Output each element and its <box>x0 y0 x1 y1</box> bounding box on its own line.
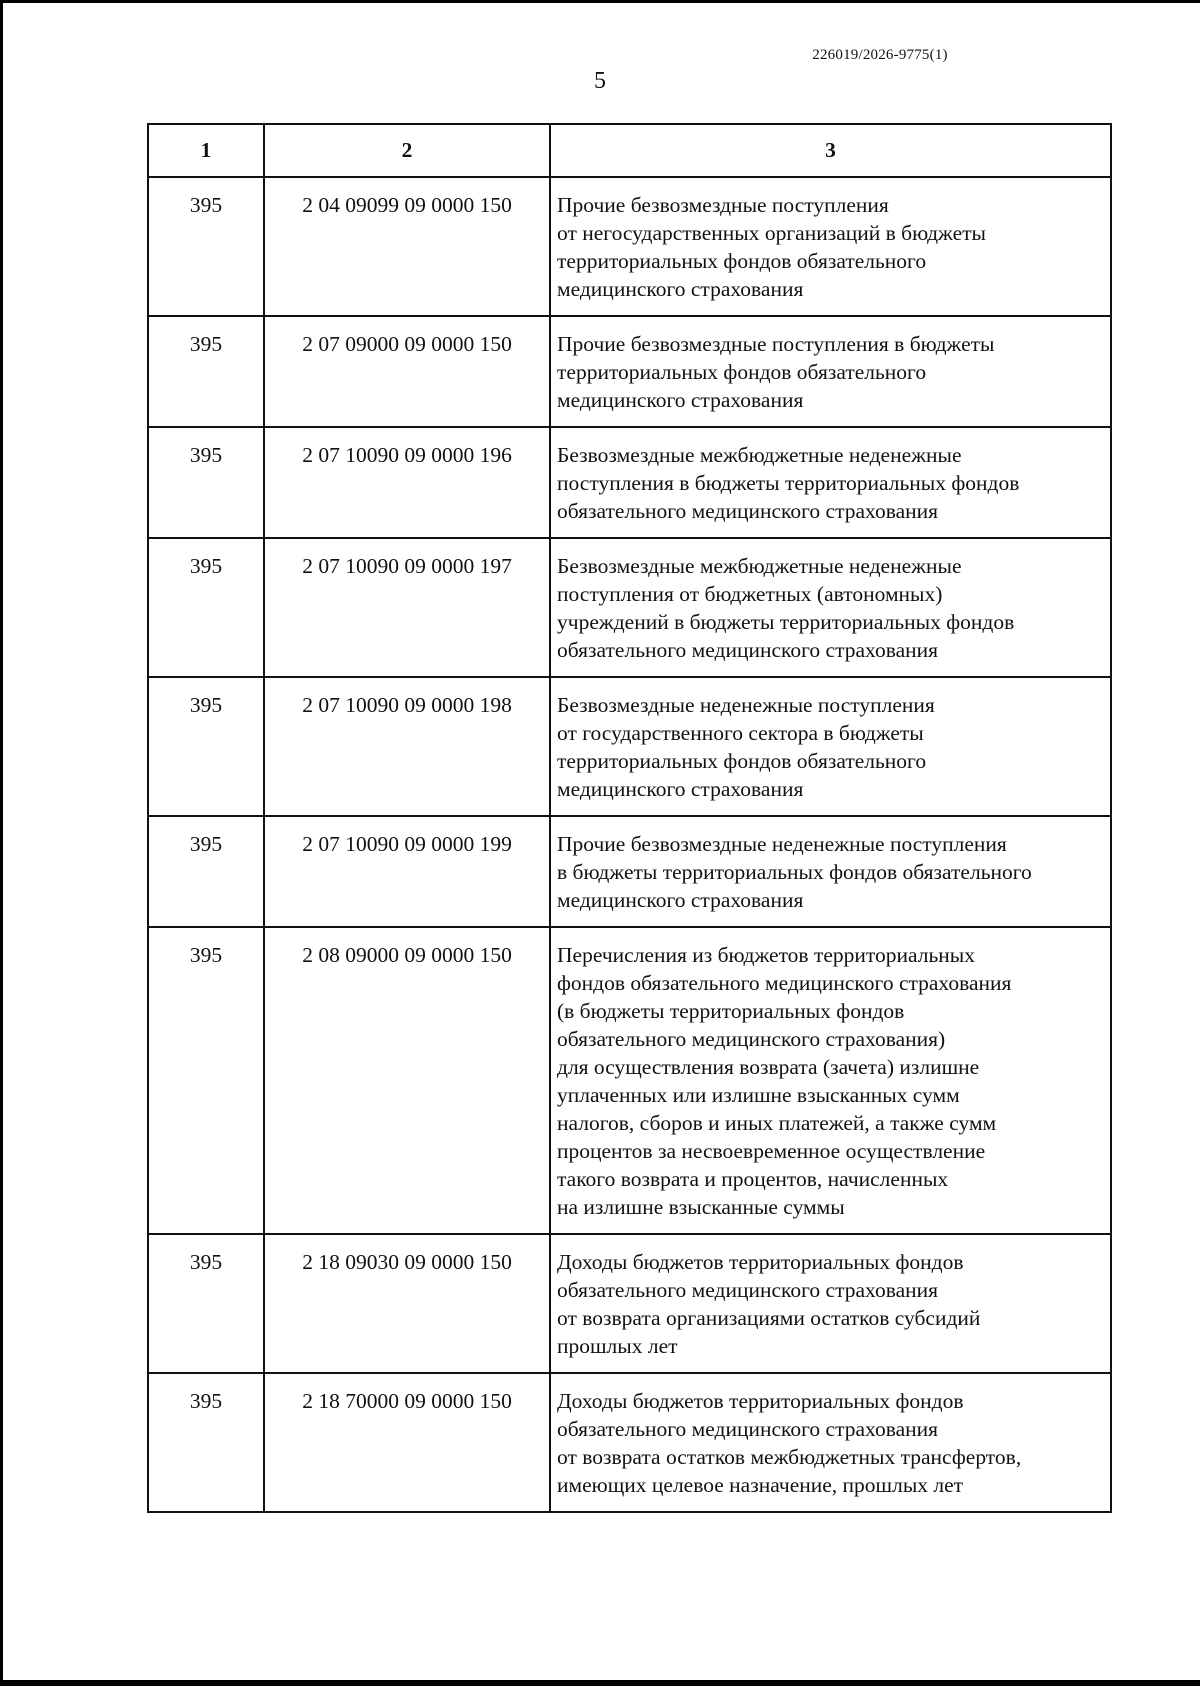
description-cell <box>550 816 1111 927</box>
description-cell <box>550 177 1111 316</box>
table-row <box>148 677 1111 816</box>
admin-code-cell: 395 <box>148 927 264 1234</box>
budget-code-cell: 2 07 10090 09 0000 197 <box>264 538 550 677</box>
description-line: в бюджеты территориальных фондов обязательного <box>557 860 1032 884</box>
description-line: обязательного медицинского страхования <box>557 499 939 523</box>
budget-code-cell: 2 07 09000 09 0000 150 <box>264 316 550 427</box>
column-header-1: 1 <box>148 124 264 177</box>
description-line: медицинского страхования <box>557 277 804 301</box>
description-cell <box>550 677 1111 816</box>
description-line: Доходы бюджетов территориальных фондов <box>557 1250 964 1274</box>
description-line: для осуществления возврата (зачета) излишне <box>557 1055 980 1079</box>
table-row <box>148 538 1111 677</box>
budget-code-cell: 2 07 10090 09 0000 196 <box>264 427 550 538</box>
description-line: от негосударственных организаций в бюджеты <box>557 221 986 245</box>
scan-border-bottom <box>0 1680 1200 1686</box>
description-cell <box>550 316 1111 427</box>
budget-code-cell: 2 18 09030 09 0000 150 <box>264 1234 550 1373</box>
description-line: медицинского страхования <box>557 388 804 412</box>
description-cell <box>550 1234 1111 1373</box>
description-line: процентов за несвоевременное осуществление <box>557 1139 986 1163</box>
column-header-2: 2 <box>264 124 550 177</box>
scan-border-left <box>0 0 3 1686</box>
description-line: территориальных фондов обязательного <box>557 749 927 773</box>
description-line: Прочие безвозмездные поступления <box>557 193 889 217</box>
description-line: Прочие безвозмездные поступления в бюджеты <box>557 332 995 356</box>
description-line: имеющих целевое назначение, прошлых лет <box>557 1473 964 1497</box>
description-line: на излишне взысканные суммы <box>557 1195 845 1219</box>
admin-code-cell: 395 <box>148 816 264 927</box>
description-line: Безвозмездные межбюджетные неденежные <box>557 443 962 467</box>
description-line: обязательного медицинского страхования <box>557 1278 939 1302</box>
description-line: Доходы бюджетов территориальных фондов <box>557 1389 964 1413</box>
description-line: территориальных фондов обязательного <box>557 249 927 273</box>
admin-code-cell: 395 <box>148 677 264 816</box>
description-line: фондов обязательного медицинского страхования <box>557 971 1012 995</box>
table-row <box>148 427 1111 538</box>
description-line: обязательного медицинского страхования <box>557 1417 939 1441</box>
description-line: поступления в бюджеты территориальных фондов <box>557 471 1020 495</box>
table-row <box>148 1373 1111 1512</box>
table-row <box>148 316 1111 427</box>
budget-code-cell: 2 04 09099 09 0000 150 <box>264 177 550 316</box>
budget-codes-table <box>147 123 1112 1513</box>
budget-code-cell: 2 07 10090 09 0000 199 <box>264 816 550 927</box>
description-line: такого возврата и процентов, начисленных <box>557 1167 949 1191</box>
description-cell <box>550 538 1111 677</box>
description-line: от возврата остатков межбюджетных трансфертов, <box>557 1445 1022 1469</box>
admin-code-cell: 395 <box>148 177 264 316</box>
table-header-row <box>148 124 1111 177</box>
admin-code-cell: 395 <box>148 1373 264 1512</box>
description-line: Безвозмездные неденежные поступления <box>557 693 935 717</box>
table-row <box>148 1234 1111 1373</box>
description-line: от государственного сектора в бюджеты <box>557 721 924 745</box>
table-row <box>148 927 1111 1234</box>
description-line: медицинского страхования <box>557 888 804 912</box>
description-line: обязательного медицинского страхования <box>557 638 939 662</box>
table-body <box>148 177 1111 1512</box>
description-line: (в бюджеты территориальных фондов <box>557 999 905 1023</box>
description-line: от возврата организациями остатков субсидий <box>557 1306 981 1330</box>
budget-code-cell: 2 08 09000 09 0000 150 <box>264 927 550 1234</box>
admin-code-cell: 395 <box>148 427 264 538</box>
description-line: поступления от бюджетных (автономных) <box>557 582 943 606</box>
description-line: прошлых лет <box>557 1334 678 1358</box>
description-line: обязательного медицинского страхования) <box>557 1027 946 1051</box>
description-cell <box>550 1373 1111 1512</box>
admin-code-cell: 395 <box>148 1234 264 1373</box>
budget-code-cell: 2 07 10090 09 0000 198 <box>264 677 550 816</box>
description-line: территориальных фондов обязательного <box>557 360 927 384</box>
column-header-3: 3 <box>550 124 1111 177</box>
document-number: 226019/2026-9775(1) <box>812 47 948 63</box>
page-number: 5 <box>594 68 606 94</box>
admin-code-cell: 395 <box>148 316 264 427</box>
description-line: медицинского страхования <box>557 777 804 801</box>
description-line: Прочие безвозмездные неденежные поступления <box>557 832 1007 856</box>
description-line: учреждений в бюджеты территориальных фондов <box>557 610 1015 634</box>
description-cell <box>550 927 1111 1234</box>
description-line: Безвозмездные межбюджетные неденежные <box>557 554 962 578</box>
description-line: налогов, сборов и иных платежей, а также сумм <box>557 1111 997 1135</box>
scan-border-top <box>0 0 1200 3</box>
admin-code-cell: 395 <box>148 538 264 677</box>
description-line: Перечисления из бюджетов территориальных <box>557 943 975 967</box>
table-row <box>148 816 1111 927</box>
description-cell <box>550 427 1111 538</box>
budget-code-cell: 2 18 70000 09 0000 150 <box>264 1373 550 1512</box>
table-row <box>148 177 1111 316</box>
description-line: уплаченных или излишне взысканных сумм <box>557 1083 960 1107</box>
